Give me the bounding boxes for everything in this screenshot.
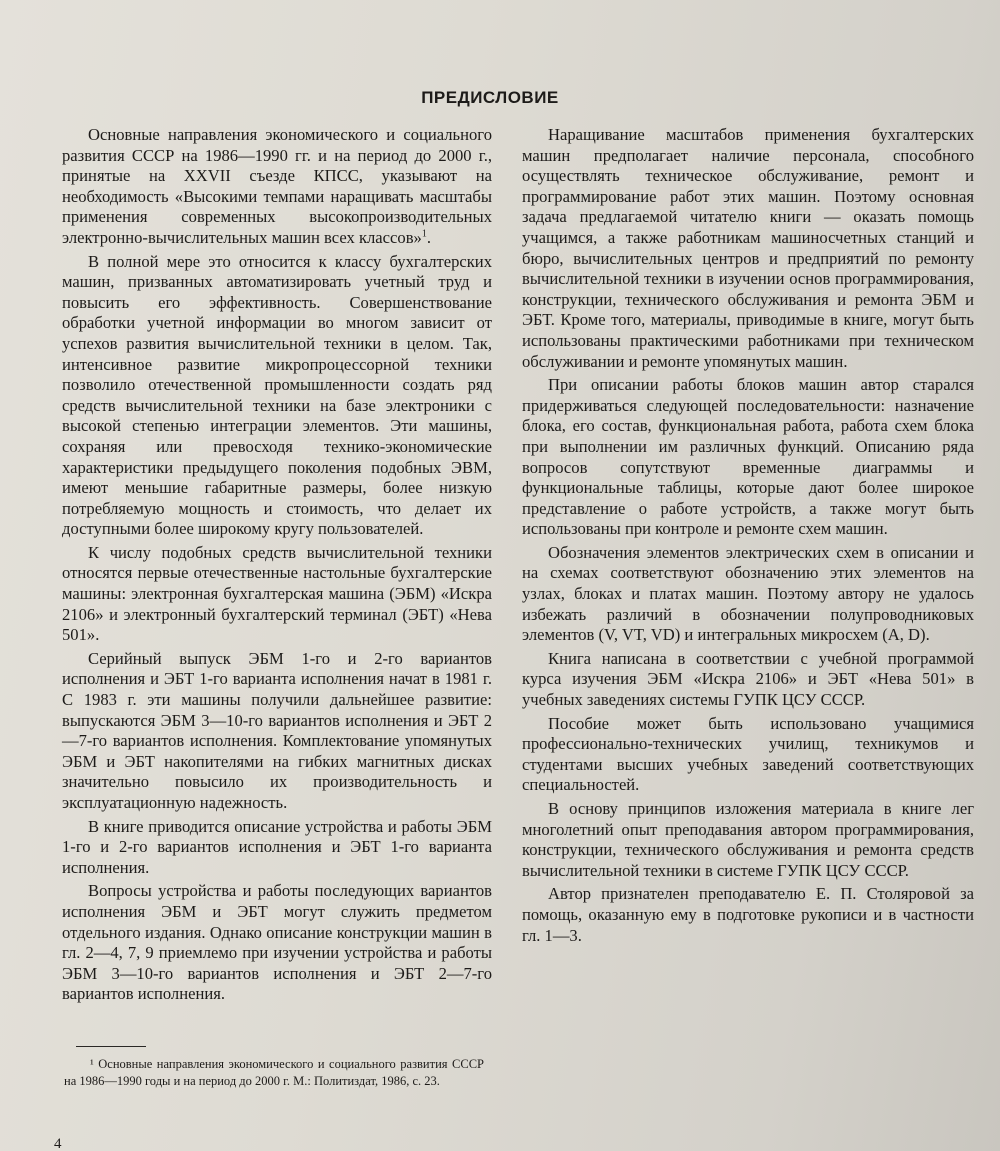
- page-number: 4: [54, 1136, 62, 1151]
- right-column: [522, 125, 974, 949]
- paragraph: Обозначения элементов электрических схем в описании и на схемах соответствуют обозначению этих элементов на узлах, блоках и платах машин. Поэтому автору не удалось избежать различий в обозначении полупроводниковых элементов (V, VT, VD) и интегральных микросхем (A, D).: [522, 542, 974, 645]
- page-title: ПРЕДИСЛОВИЕ: [421, 88, 559, 107]
- paragraph: Книга написана в соответствии с учебной программой курса изучения ЭБМ «Искра 2106» и ЭБТ «Нева 501» в учебных заведениях системы ГУПК ЦСУ СССР.: [522, 648, 974, 710]
- paragraph: В книге приводится описание устройства и работы ЭБМ 1-го и 2-го вариантов исполнения и ЭБТ 1-го варианта исполнения.: [62, 816, 492, 877]
- paragraph: При описании работы блоков машин автор старался придерживаться следующей последовательности: назначение блока, его состав, функциональная работа, работа схем блока при выполнении им различных функций. Описанию ряда вопросов сопутствуют временные диаграммы и функциональные таблицы, которые дают более широкое представление о работе устройств, а также могут быть использованы при контроле и ремонте схем машин.: [522, 375, 974, 539]
- paragraph: В полной мере это относится к классу бухгалтерских машин, призванных автоматизировать учетный труд и повысить его эффективность. Совершенствование обработки учетной информации во многом зависит от успехов развития вычислительной техники в целом. Так, интенсивное развитие микропроцессорной техники позволило отечественной промышленности создать ряд средств вычислительной техники на базе электроники с высокой степенью интеграции элементов. Эти машины, сохраняя или превосходя технико-экономические характеристики предыдущего поколения подобных ЭВМ, имеют меньшие габаритные размеры, более низкую потребляемую мощность и стоимость, что делает их доступными более широкому кругу пользователей.: [62, 251, 492, 539]
- paragraph: Автор признателен преподавателю Е. П. Столяровой за помощь, оказанную ему в подготовке рукописи и в частности гл. 1—3.: [522, 884, 974, 945]
- paragraph: Основные направления экономического и социального развития СССР на 1986—1990 гг. и на период до 2000 г., принятые на XXVII съезде КПСС, указывают на необходимость «Высокими темпами наращивать масштабы применения современных высокопроизводительных электронно-вычислительных машин всех классов»$^1$.: [62, 125, 492, 247]
- paragraph-text: Основные направления экономического и социального развития СССР на 1986—1990 гг. и на период до 2000 г., принятые на XXVII съезде КПСС, указывают на необходимость «Высокими темпами наращивать масштабы применения современных высокопроизводительных электронно-вычислительных машин всех классов»: [62, 125, 492, 247]
- paragraph: Вопросы устройства и работы последующих вариантов исполнения ЭБМ и ЭБТ могут служить предметом отдельного издания. Однако описание конструкции машин в гл. 2—4, 7, 9 приемлемо при изучении устройства и работы ЭБМ 3—10-го вариантов исполнения и ЭБТ 2—7-го вариантов исполнения.: [62, 881, 492, 1004]
- paragraph: В основу принципов изложения материала в книге лег многолетний опыт преподавания автором программирования, конструкции, технического обслуживания и ремонта средств вычислительной техники в системе ГУПК ЦСУ СССР.: [522, 799, 974, 880]
- footnote-marker: 1: [421, 228, 427, 240]
- paragraph: Пособие может быть использовано учащимися профессионально-технических училищ, техникумов и студентами высших учебных заведений соответствующих специальностей.: [522, 713, 974, 795]
- paragraph: К числу подобных средств вычислительной техники относятся первые отечественные настольные бухгалтерские машины: электронная бухгалтерская машина (ЭБМ) «Искра 2106» и электронный бухгалтерский терминал (ЭБТ) «Нева 501».: [62, 542, 492, 645]
- left-column: [62, 125, 492, 1008]
- paragraph: Наращивание масштабов применения бухгалтерских машин предполагает наличие персонала, способного осуществлять техническое обслуживание, ремонт и программирование работ этих машин. Поэтому основная задача предлагаемой читателю книги — оказать помощь учащимся, а также работникам машиносчетных станций и бюро, вычислительных центров и предприятий по ремонту вычислительной техники в изучении основ программирования, конструкции, технического обслуживания и ремонта ЭБМ и ЭБТ. Кроме того, материалы, приводимые в книге, могут быть использованы практическими работниками при техническом обслуживании и ремонте упомянутых машин.: [522, 125, 974, 371]
- footnote-divider: [76, 1046, 146, 1047]
- paragraph: Серийный выпуск ЭБМ 1-го и 2-го вариантов исполнения и ЭБТ 1-го варианта исполнения начат в 1981 г. С 1983 г. эти машины получили дальнейшее развитие: выпускаются ЭБМ 3—10-го вариантов исполнения и ЭБТ 2—7-го вариантов исполнения. Комплектование упомянутых ЭБМ и ЭБТ накопителями на гибких магнитных дисках значительно повысило их производительность и эксплуатационную надежность.: [62, 648, 492, 812]
- footnote: ¹ Основные направления экономического и социального развития СССР на 1986—1990 годы и на период до 2000 г. М.: Политиздат, 1986, с. 23.: [64, 1057, 484, 1088]
